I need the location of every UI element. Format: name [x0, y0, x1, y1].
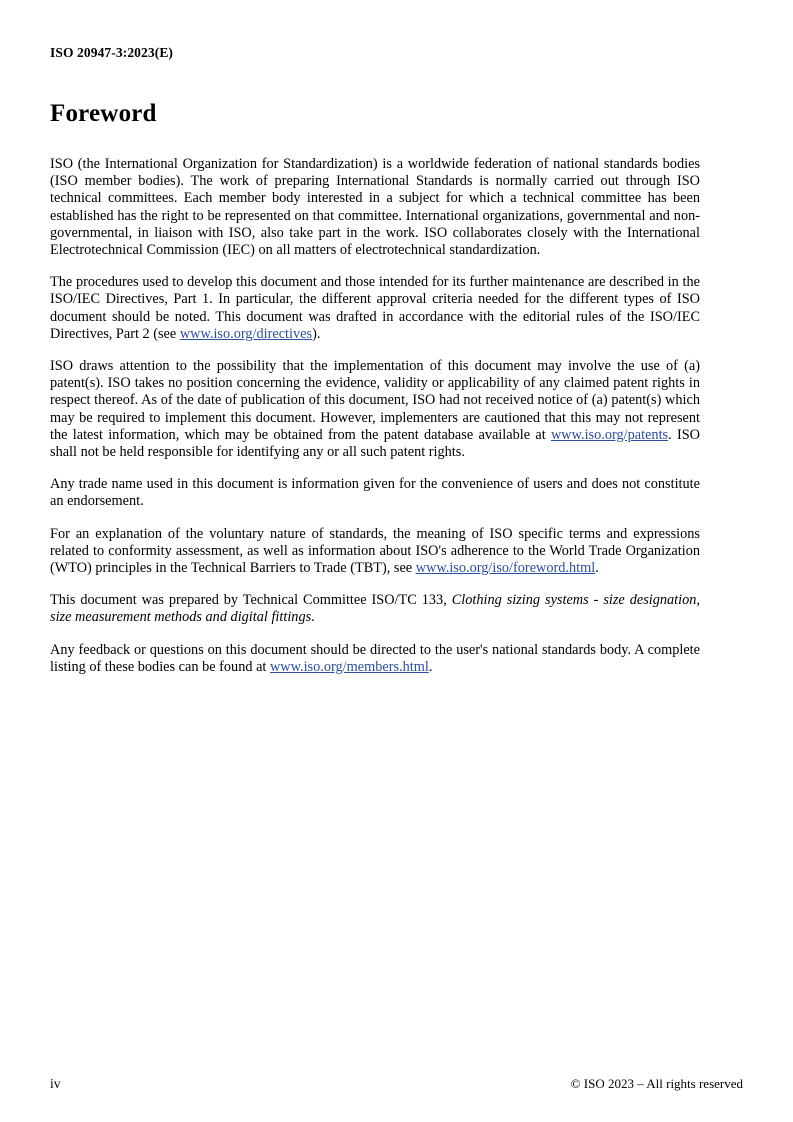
- paragraph-5-text-after: .: [595, 560, 599, 577]
- paragraph-2-text-after: ).: [312, 325, 321, 342]
- paragraph-1: ISO (the International Organization for Standardization) is a worldwide federation of national standards bodies (ISO member bodies). The work of preparing International Standards is normally carried out through ISO technical committees. Each member body interested in a subject for which a technical committee has been established has the right to be represented on that committee. International organizations, governmental and non-governmental, in liaison with ISO, also take part in the work. ISO collaborates closely with the International Electrotechnical Commission (IEC) on all matters of electrotechnical standardization.: [50, 156, 700, 259]
- committee-scope-title: Clothing sizing systems - size designation, size measurement methods and digital fittings: [50, 592, 701, 626]
- paragraph-2: [50, 274, 700, 343]
- paragraph-3: [50, 358, 700, 461]
- document-content: [50, 100, 700, 676]
- paragraph-4: Any trade name used in this document is information given for the convenience of users and does not constitute an endorsement.: [50, 476, 700, 510]
- paragraph-6-text-before: This document was prepared by Technical Committee ISO/TC 133,: [50, 592, 452, 609]
- page-title: Foreword: [50, 100, 157, 127]
- page-number: iv: [50, 1076, 61, 1091]
- paragraph-7-text-before: Any feedback or questions on this document should be directed to the user's national standards body. A complete listing of these bodies can be found at: [50, 641, 700, 675]
- paragraph-3-text-after: . ISO shall not be held responsible for identifying any or all such patent rights.: [50, 426, 701, 461]
- paragraph-3-text-before: ISO draws attention to the possibility that the implementation of this document may involve the use of (a) patent(s). ISO takes no position concerning the evidence, validity or applicability of any claimed patent rights in respect thereof. As of the date of publication of this document, ISO had not received notice of (a) patent(s) which may be required to implement this document. However, implementers are cautioned that this may not represent the latest information, which may be obtained from the patent database available at: [50, 358, 700, 443]
- link-directives[interactable]: www.iso.org/directives: [179, 325, 313, 342]
- copyright-notice: © ISO 2023 – All rights reserved: [570, 1076, 743, 1091]
- paragraph-6: [50, 592, 700, 626]
- paragraph-6-text-after: .: [311, 609, 315, 626]
- paragraph-2-text-before: The procedures used to develop this document and those intended for its further maintenance are described in the ISO/IEC Directives, Part 1. In particular, the different approval criteria needed for the different types of ISO document should be noted. This document was drafted in accordance with the editorial rules of the ISO/IEC Directives, Part 2 (see: [50, 274, 700, 342]
- document-header: ISO 20947-3:2023(E): [50, 45, 174, 60]
- paragraph-7-text-after: .: [428, 658, 433, 675]
- paragraph-5-text-before: For an explanation of the voluntary nature of standards, the meaning of ISO specific terms and expressions related to conformity assessment, as well as information about ISO's adherence to the World Trade Organization (WTO) principles in the Technical Barriers to Trade (TBT), see: [50, 525, 700, 577]
- paragraph-7: [50, 642, 700, 676]
- link-foreword[interactable]: www.iso.org/iso/foreword.html: [415, 560, 596, 577]
- paragraph-5: [50, 526, 700, 578]
- link-patents[interactable]: www.iso.org/patents: [550, 426, 669, 443]
- link-members[interactable]: www.iso.org/members.html: [269, 658, 429, 675]
